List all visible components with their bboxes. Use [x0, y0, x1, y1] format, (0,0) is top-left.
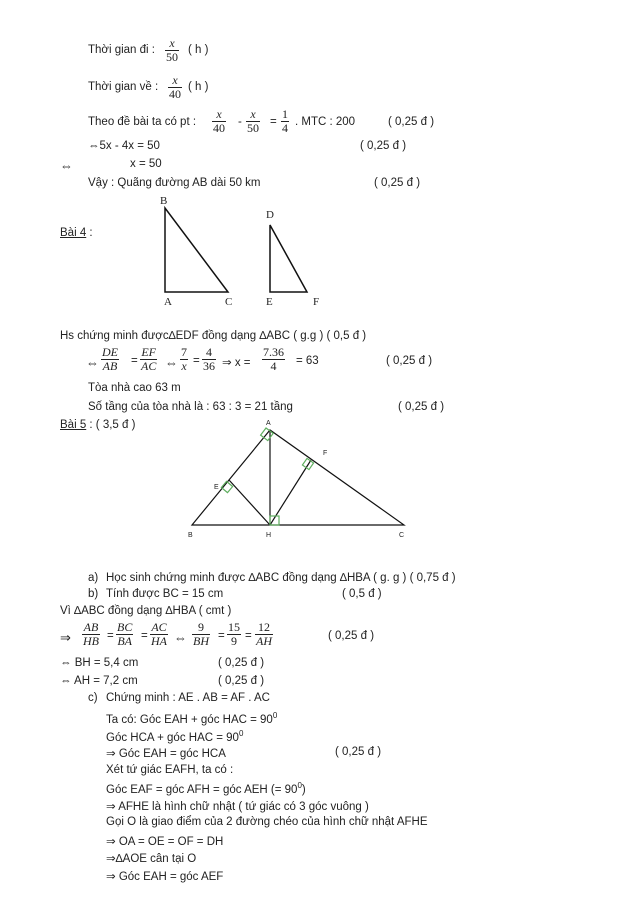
triangle-abc [192, 430, 404, 525]
line-c3: ⇒ Góc EAH = góc HCA [106, 748, 226, 760]
fraction-ef-ac: $\frac{EF}{AC}$ [141, 345, 157, 373]
line-time-return: Thời gian về : [88, 81, 159, 93]
label-e: E [214, 484, 219, 491]
label-a: A [164, 296, 172, 308]
line-floor-count: Số tầng của tòa nhà là : 63 : 3 = 21 tầng [88, 401, 293, 413]
line-c7: Gọi O là giao điểm của 2 đường chéo của hình chữ nhật AFHE [106, 816, 428, 828]
unit-hour: ( h ) [188, 81, 209, 93]
iff-symbol: ⇔ [86, 355, 99, 370]
minus-sign: - [238, 116, 242, 128]
score: ( 0,25 đ ) [360, 140, 407, 152]
label-b: B [160, 195, 168, 207]
label-d: D [266, 209, 274, 221]
item-label-b: b) [88, 588, 99, 600]
fraction: $\frac{1}{4}$ [282, 107, 288, 135]
line-c6: ⇒ AFHE là hình chữ nhật ( tứ giác có 3 góc vuông ) [106, 801, 369, 813]
line-c5: Góc EAF = góc AFH = góc AEH (= $90^0$) [106, 781, 306, 796]
label-f: F [313, 296, 320, 308]
implies-symbol: ⇒ [60, 630, 71, 645]
iff-symbol: ⇔ [174, 630, 187, 645]
score: ( 0,25 đ ) [398, 401, 445, 413]
item-label-c: c) [88, 692, 98, 704]
fraction-4-36: $\frac{4}{36}$ [203, 345, 215, 373]
line-c9: ⇒∆AOE cân tại O [106, 853, 197, 865]
label-c: C [399, 532, 405, 539]
line-conclusion: Vậy : Quãng đường AB dài 50 km [88, 177, 261, 189]
fraction-ac-ha: $\frac{AC}{HA}$ [151, 620, 167, 648]
iff-symbol: ⇔ [60, 158, 73, 173]
line-c8: ⇒ OA = OE = OF = DH [106, 836, 224, 848]
line-solution: x = 50 [130, 158, 162, 170]
score: ( 0,25 đ ) [335, 746, 382, 758]
line-part-a: Học sinh chứng minh được ∆ABC đồng dạng ∆HBA ( g. g ) ( 0,75 đ ) [106, 572, 456, 584]
item-label-a: a) [88, 572, 99, 584]
heading-bai-5: Bài 5 : ( 3,5 đ ) [60, 419, 136, 431]
label-a: A [266, 420, 271, 427]
score: ( 0,25 đ ) [386, 355, 433, 367]
segment-he [229, 480, 270, 525]
line-equation-setup: Theo đề bài ta có pt : [88, 116, 197, 128]
fraction-7x36-4: $\frac{7.36}{4}$ [263, 345, 284, 373]
line-c10: ⇒ Góc EAH = góc AEF [106, 871, 224, 883]
line-bh-value: ⇔ BH = 5,4 cm [60, 657, 139, 669]
fraction-ab-hb: $\frac{AB}{HB}$ [83, 620, 99, 648]
equals-sign: = [107, 630, 114, 642]
fraction: $\frac{x}{40}$ [213, 107, 225, 135]
unit-hour: ( h ) [188, 44, 209, 56]
equals-sign: = [245, 630, 252, 642]
fraction-x-over-40: $\frac{x}{40}$ [169, 73, 181, 101]
label-e: E [266, 296, 273, 308]
mtc-text: . MTC : 200 [295, 116, 356, 128]
equals-sign: = [141, 630, 148, 642]
label-b: B [188, 532, 193, 539]
score: ( 0,5 đ ) [342, 588, 382, 600]
line-c1: Ta có: Góc EAH + góc HAC = $90^0$ [106, 711, 278, 726]
label-f: F [323, 450, 328, 457]
score: ( 0,25 đ ) [218, 657, 265, 669]
line-building-height: Tòa nhà cao 63 m [88, 382, 181, 394]
score: ( 0,25 đ ) [374, 177, 421, 189]
line-simplify: ⇔5x - 4x = 50 [88, 140, 160, 152]
label-h: H [266, 532, 272, 539]
equals-sign: = [193, 355, 200, 367]
score: ( 0,25 đ ) [328, 630, 375, 642]
fraction-9-bh: $\frac{9}{BH}$ [193, 620, 209, 648]
fraction-7-x: $\frac{7}{x}$ [181, 345, 187, 373]
score: ( 0,25 đ ) [388, 116, 435, 128]
iff-symbol: ⇔ [165, 355, 178, 370]
line-c4: Xét tứ giác EAFH, ta có : [106, 764, 234, 776]
fraction-x-over-50: $\frac{x}{50}$ [166, 36, 178, 64]
label-c: C [225, 296, 233, 308]
fraction: $\frac{x}{50}$ [247, 107, 259, 135]
score: ( 0,25 đ ) [218, 675, 265, 687]
line-since-similar: Vì ∆ABC đồng dạng ∆HBA ( cmt ) [60, 605, 232, 617]
line-c2: Góc HCA + góc HAC = $90^0$ [106, 729, 244, 744]
equals-sign: = [270, 116, 277, 128]
line-part-c: Chứng minh : AE . AB = AF . AC [106, 692, 270, 704]
line-ah-value: ⇔ AH = 7,2 cm [60, 675, 138, 687]
fraction-de-ab: $\frac{DE}{AB}$ [102, 345, 118, 373]
fraction-bc-ba: $\frac{BC}{BA}$ [117, 620, 133, 648]
heading-bai-4: Bài 4 : [60, 227, 93, 239]
result-63: = 63 [296, 355, 319, 367]
equals-sign: = [218, 630, 225, 642]
implies-x: ⇒ x = [222, 357, 251, 369]
fraction-15-9: $\frac{15}{9}$ [228, 620, 240, 648]
segment-hf [270, 460, 311, 525]
line-time-go: Thời gian đi : [88, 44, 155, 56]
equals-sign: = [131, 355, 138, 367]
line-similarity-claim: Hs chứng minh được∆EDF đồng dạng ∆ABC ( g.g ) ( 0,5 đ ) [60, 330, 367, 342]
fraction-12-ah: $\frac{12}{AH}$ [256, 620, 272, 648]
line-part-b: Tính được BC = 15 cm [106, 588, 224, 600]
